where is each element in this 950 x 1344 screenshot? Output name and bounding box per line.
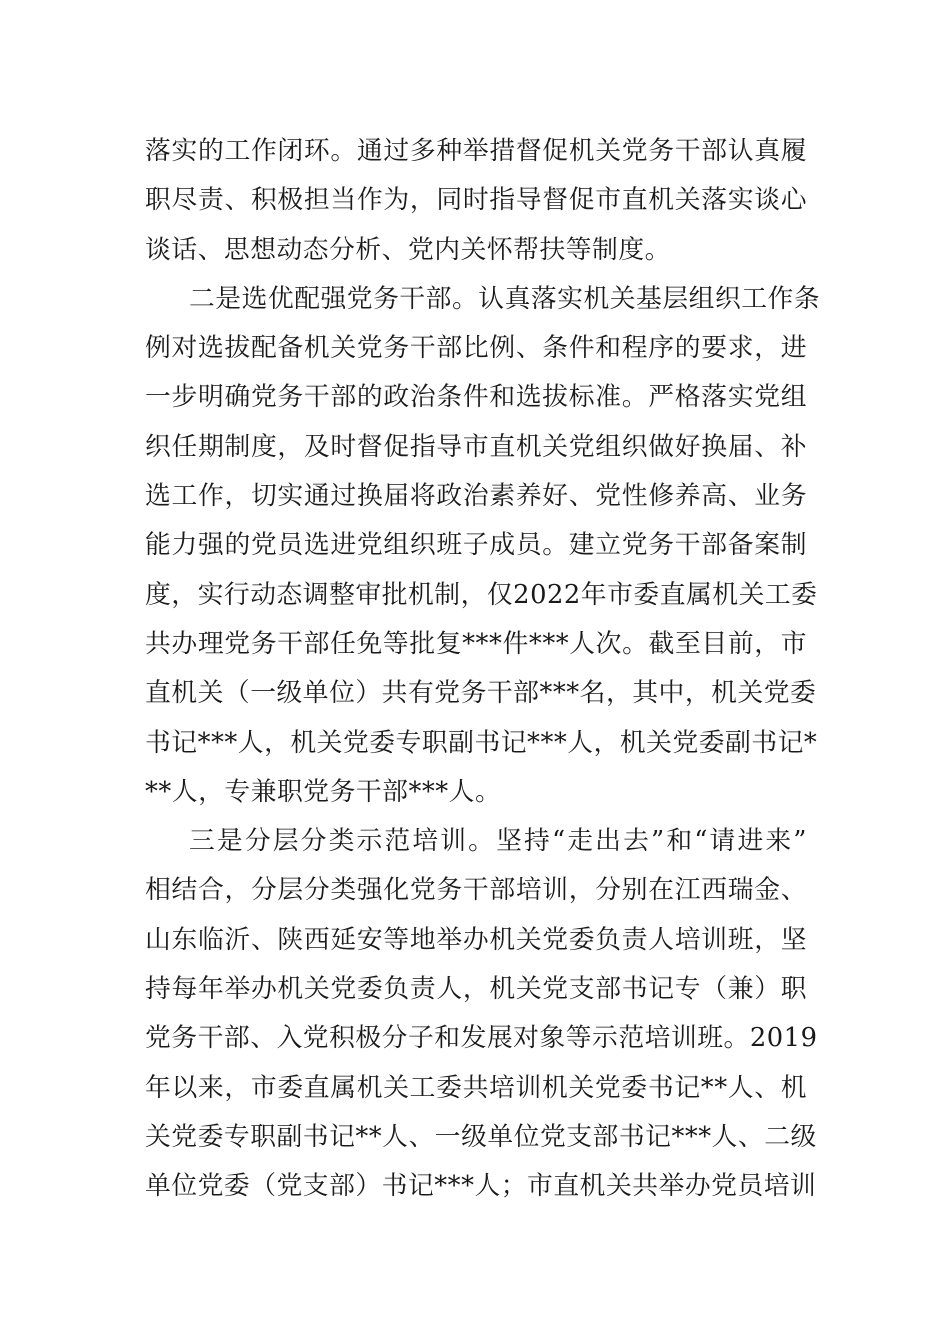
paragraph-start-line: 二是选优配强党务干部。认真落实机关基层组织工作条	[189, 283, 821, 314]
text-line: 共办理党务干部任免等批复***件***人次。截至目前，市	[145, 628, 807, 659]
text-line: 直机关（一级单位）共有党务干部***名，其中，机关党委	[145, 678, 817, 709]
text-line: 度，实行动态调整审批机制，仅2022年市委直属机关工委	[145, 579, 818, 610]
text-line: 例对选拔配备机关党务干部比例、条件和程序的要求，进	[145, 333, 807, 364]
text-line: 党务干部、入党积极分子和发展对象等示范培训班。2019	[145, 1023, 818, 1054]
body-text	[145, 127, 821, 1212]
text-line: 单位党委（党支部）书记***人；市直机关共举办党员培训	[145, 1171, 817, 1202]
text-line: **人，专兼职党务干部***人。	[145, 776, 502, 807]
text-line: 持每年举办机关党委负责人，机关党支部书记专（兼）职	[145, 974, 807, 1005]
text-line: 一步明确党务干部的政治条件和选拔标准。严格落实党组	[145, 382, 807, 413]
text-line: 职尽责、积极担当作为，同时指导督促市直机关落实谈心	[145, 185, 807, 216]
text-line: 山东临沂、陕西延安等地举办机关党委负责人培训班，坚	[145, 924, 807, 955]
text-line: 织任期制度，及时督促指导市直机关党组织做好换届、补	[145, 431, 807, 462]
text-line: 能力强的党员选进党组织班子成员。建立党务干部备案制	[145, 530, 807, 561]
text-line: 选工作，切实通过换届将政治素养好、党性修养高、业务	[145, 481, 807, 512]
paragraph-start-line: 三是分层分类示范培训。坚持“走出去”和“请进来”	[189, 826, 807, 857]
text-line: 书记***人，机关党委专职副书记***人，机关党委副书记*	[145, 727, 818, 758]
text-line: 相结合，分层分类强化党务干部培训，分别在江西瑞金、	[145, 875, 807, 906]
text-line: 年以来，市委直属机关工委共培训机关党委书记**人、机	[145, 1072, 807, 1103]
text-line: 落实的工作闭环。通过多种举措督促机关党务干部认真履	[145, 136, 807, 166]
text-line: 谈话、思想动态分析、党内关怀帮扶等制度。	[145, 234, 671, 265]
text-line: 关党委专职副书记**人、一级单位党支部书记***人、二级	[145, 1121, 817, 1152]
